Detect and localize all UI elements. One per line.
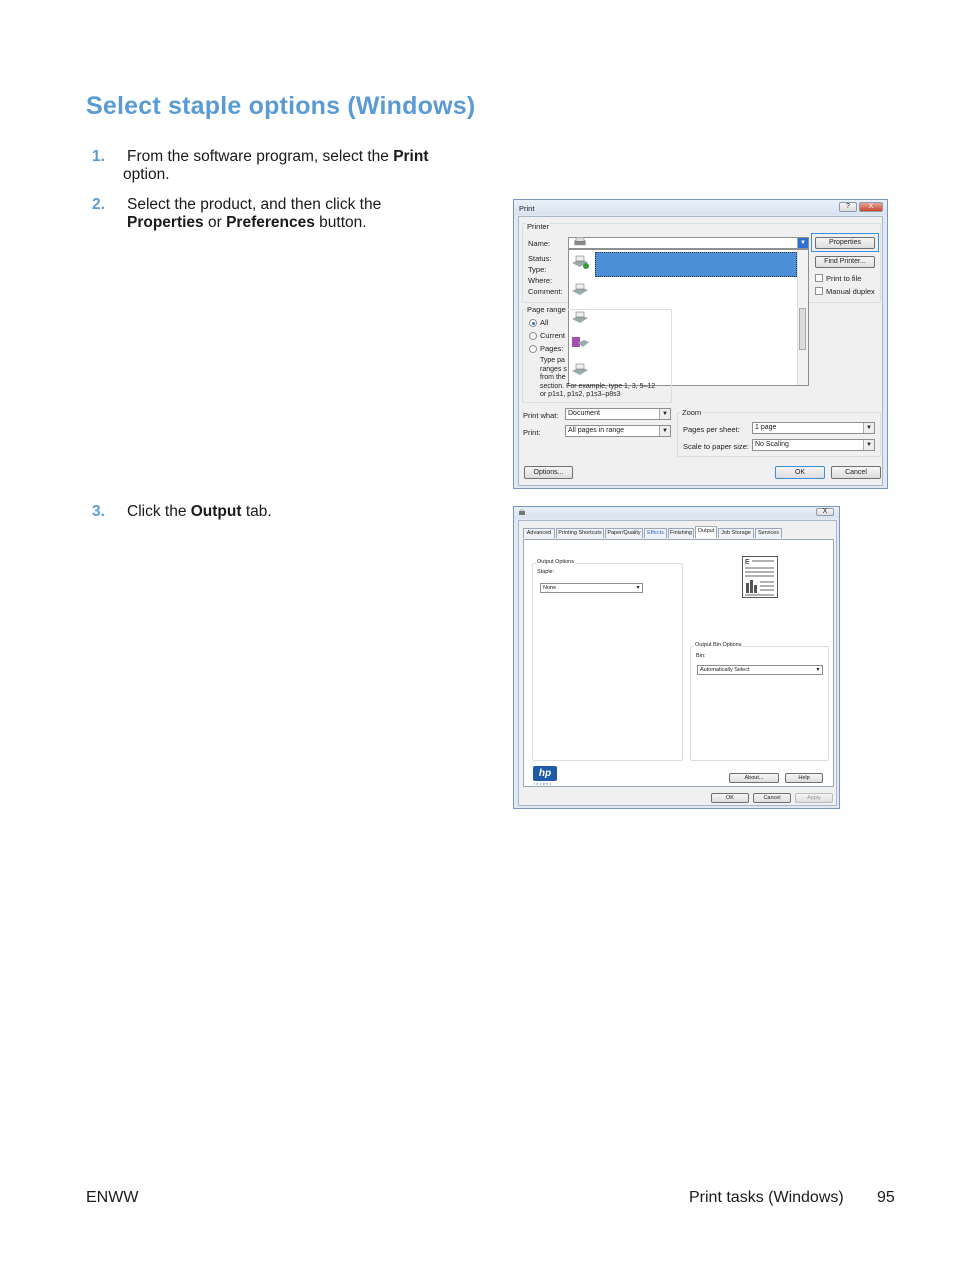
footer-section: Print tasks (Windows)	[689, 1189, 844, 1206]
step-text: Select the product, and then click the Properties or Preferences button.	[127, 196, 382, 231]
apply-button[interactable]: Apply	[795, 793, 833, 803]
bin-options-label: Output Bin Options	[695, 642, 742, 648]
name-label: Name:	[528, 239, 551, 248]
chevron-down-icon[interactable]: ▾	[814, 666, 822, 674]
chevron-down-icon[interactable]: ▾	[634, 584, 642, 592]
chevron-down-icon[interactable]: ▼	[863, 440, 874, 450]
selected-printer-item[interactable]	[595, 252, 797, 277]
tab-job-storage[interactable]: Job Storage	[718, 528, 754, 538]
ok-button[interactable]: OK	[775, 466, 825, 479]
printer-icon	[572, 236, 588, 248]
bin-select[interactable]	[697, 665, 823, 675]
tab-services[interactable]: Services	[755, 528, 782, 538]
scale-select[interactable]	[752, 439, 875, 451]
ok-button[interactable]: OK	[711, 793, 749, 803]
page-range-label: Page range	[527, 305, 566, 314]
properties-button[interactable]: Properties	[815, 237, 875, 249]
manual-duplex-label: Manual duplex	[826, 287, 875, 296]
chevron-down-icon[interactable]: ▼	[659, 426, 670, 436]
page-preview-icon	[742, 556, 778, 598]
pages-per-sheet-value: 1 page	[755, 424, 777, 431]
page-number: 95	[877, 1189, 895, 1206]
print-what-label: Print what:	[523, 411, 559, 420]
help-button[interactable]: ?	[839, 202, 857, 212]
print-dialog-titlebar	[514, 200, 887, 215]
page-title: Select staple options (Windows)	[86, 92, 476, 120]
print-to-file-label: Print to file	[826, 274, 862, 283]
printer-group-label: Printer	[527, 222, 550, 231]
chevron-down-icon[interactable]: ▼	[863, 423, 874, 433]
close-button[interactable]: X	[859, 202, 883, 212]
output-options-label: Output Options	[537, 559, 574, 565]
step-text: From the software program, select the Print option.	[123, 148, 429, 183]
current-label: Current	[540, 331, 566, 340]
close-button[interactable]: X	[816, 508, 834, 516]
staple-select[interactable]	[540, 583, 643, 593]
all-radio[interactable]	[529, 319, 537, 327]
current-radio[interactable]	[529, 332, 537, 340]
hp-logo-icon: hp	[533, 766, 557, 781]
status-label: Status:	[528, 254, 552, 263]
step-number: 1.	[92, 148, 105, 165]
pages-per-sheet-select[interactable]	[752, 422, 875, 434]
properties-titlebar	[514, 507, 839, 518]
options-button[interactable]: Options...	[524, 466, 573, 479]
print-dialog-title: Print	[519, 204, 535, 213]
find-printer-button[interactable]: Find Printer...	[815, 256, 875, 268]
print-what-select[interactable]	[565, 408, 671, 420]
tab-paper-quality[interactable]: Paper/Quality	[605, 528, 643, 538]
printer-name-select[interactable]	[568, 237, 809, 249]
svg-text:E: E	[745, 559, 750, 566]
print-value: All pages in range	[568, 427, 625, 434]
hp-logo-tagline: invent	[534, 782, 553, 786]
where-label: Where:	[528, 276, 553, 285]
all-label: All	[540, 318, 549, 327]
tab-effects[interactable]: Effects	[644, 528, 667, 538]
bin-label: Bin:	[696, 653, 706, 659]
manual-duplex-checkbox[interactable]	[815, 287, 823, 295]
tab-finishing[interactable]: Finishing	[669, 530, 692, 536]
print-to-file-checkbox[interactable]	[815, 274, 823, 282]
print-select[interactable]	[565, 425, 671, 437]
printer-icon	[570, 255, 590, 269]
scale-value: No Scaling	[755, 441, 789, 448]
bin-value: Automatically Select	[700, 667, 750, 673]
cancel-button[interactable]: Cancel	[753, 793, 791, 803]
dropdown-scrollbar[interactable]	[797, 250, 808, 385]
output-tab-panel	[523, 539, 834, 787]
tab-advanced[interactable]: Advanced	[523, 528, 555, 538]
print-label: Print:	[523, 428, 541, 437]
page-range-hint: Type pa ranges s from the section. For example, type 1, 3, 5–12 or p1s1, p1s2, p1s3–p8s3	[540, 357, 656, 398]
properties-body	[518, 520, 837, 806]
step-number: 2.	[92, 196, 105, 213]
tab-output[interactable]: Output	[695, 526, 717, 538]
properties-dialog	[513, 506, 840, 809]
tab-printing-shortcuts[interactable]: Printing Shortcuts	[556, 528, 604, 538]
zoom-label: Zoom	[682, 408, 702, 417]
chevron-down-icon[interactable]: ▼	[659, 409, 670, 419]
staple-label: Staple:	[537, 569, 555, 575]
pages-label: Pages:	[540, 344, 564, 353]
print-dialog-body	[518, 216, 883, 486]
bin-options-group	[690, 646, 829, 761]
chevron-down-icon[interactable]: ▼	[797, 238, 808, 248]
print-what-value: Document	[568, 410, 600, 417]
printer-icon	[518, 509, 526, 516]
pages-per-sheet-label: Pages per sheet:	[683, 425, 740, 434]
printer-icon	[570, 283, 590, 297]
help-button[interactable]: Help	[785, 773, 823, 783]
about-button[interactable]: About...	[729, 773, 779, 783]
scale-label: Scale to paper size:	[683, 442, 749, 451]
print-dialog	[513, 199, 888, 489]
footer-left: ENWW	[86, 1189, 139, 1206]
type-label: Type:	[528, 265, 547, 274]
comment-label: Comment:	[528, 287, 563, 296]
scrollbar-thumb[interactable]	[799, 308, 806, 350]
step-number: 3.	[92, 503, 105, 520]
pages-radio[interactable]	[529, 345, 537, 353]
cancel-button[interactable]: Cancel	[831, 466, 881, 479]
step-text: Click the Output tab.	[127, 503, 272, 520]
staple-value: None	[543, 585, 557, 591]
